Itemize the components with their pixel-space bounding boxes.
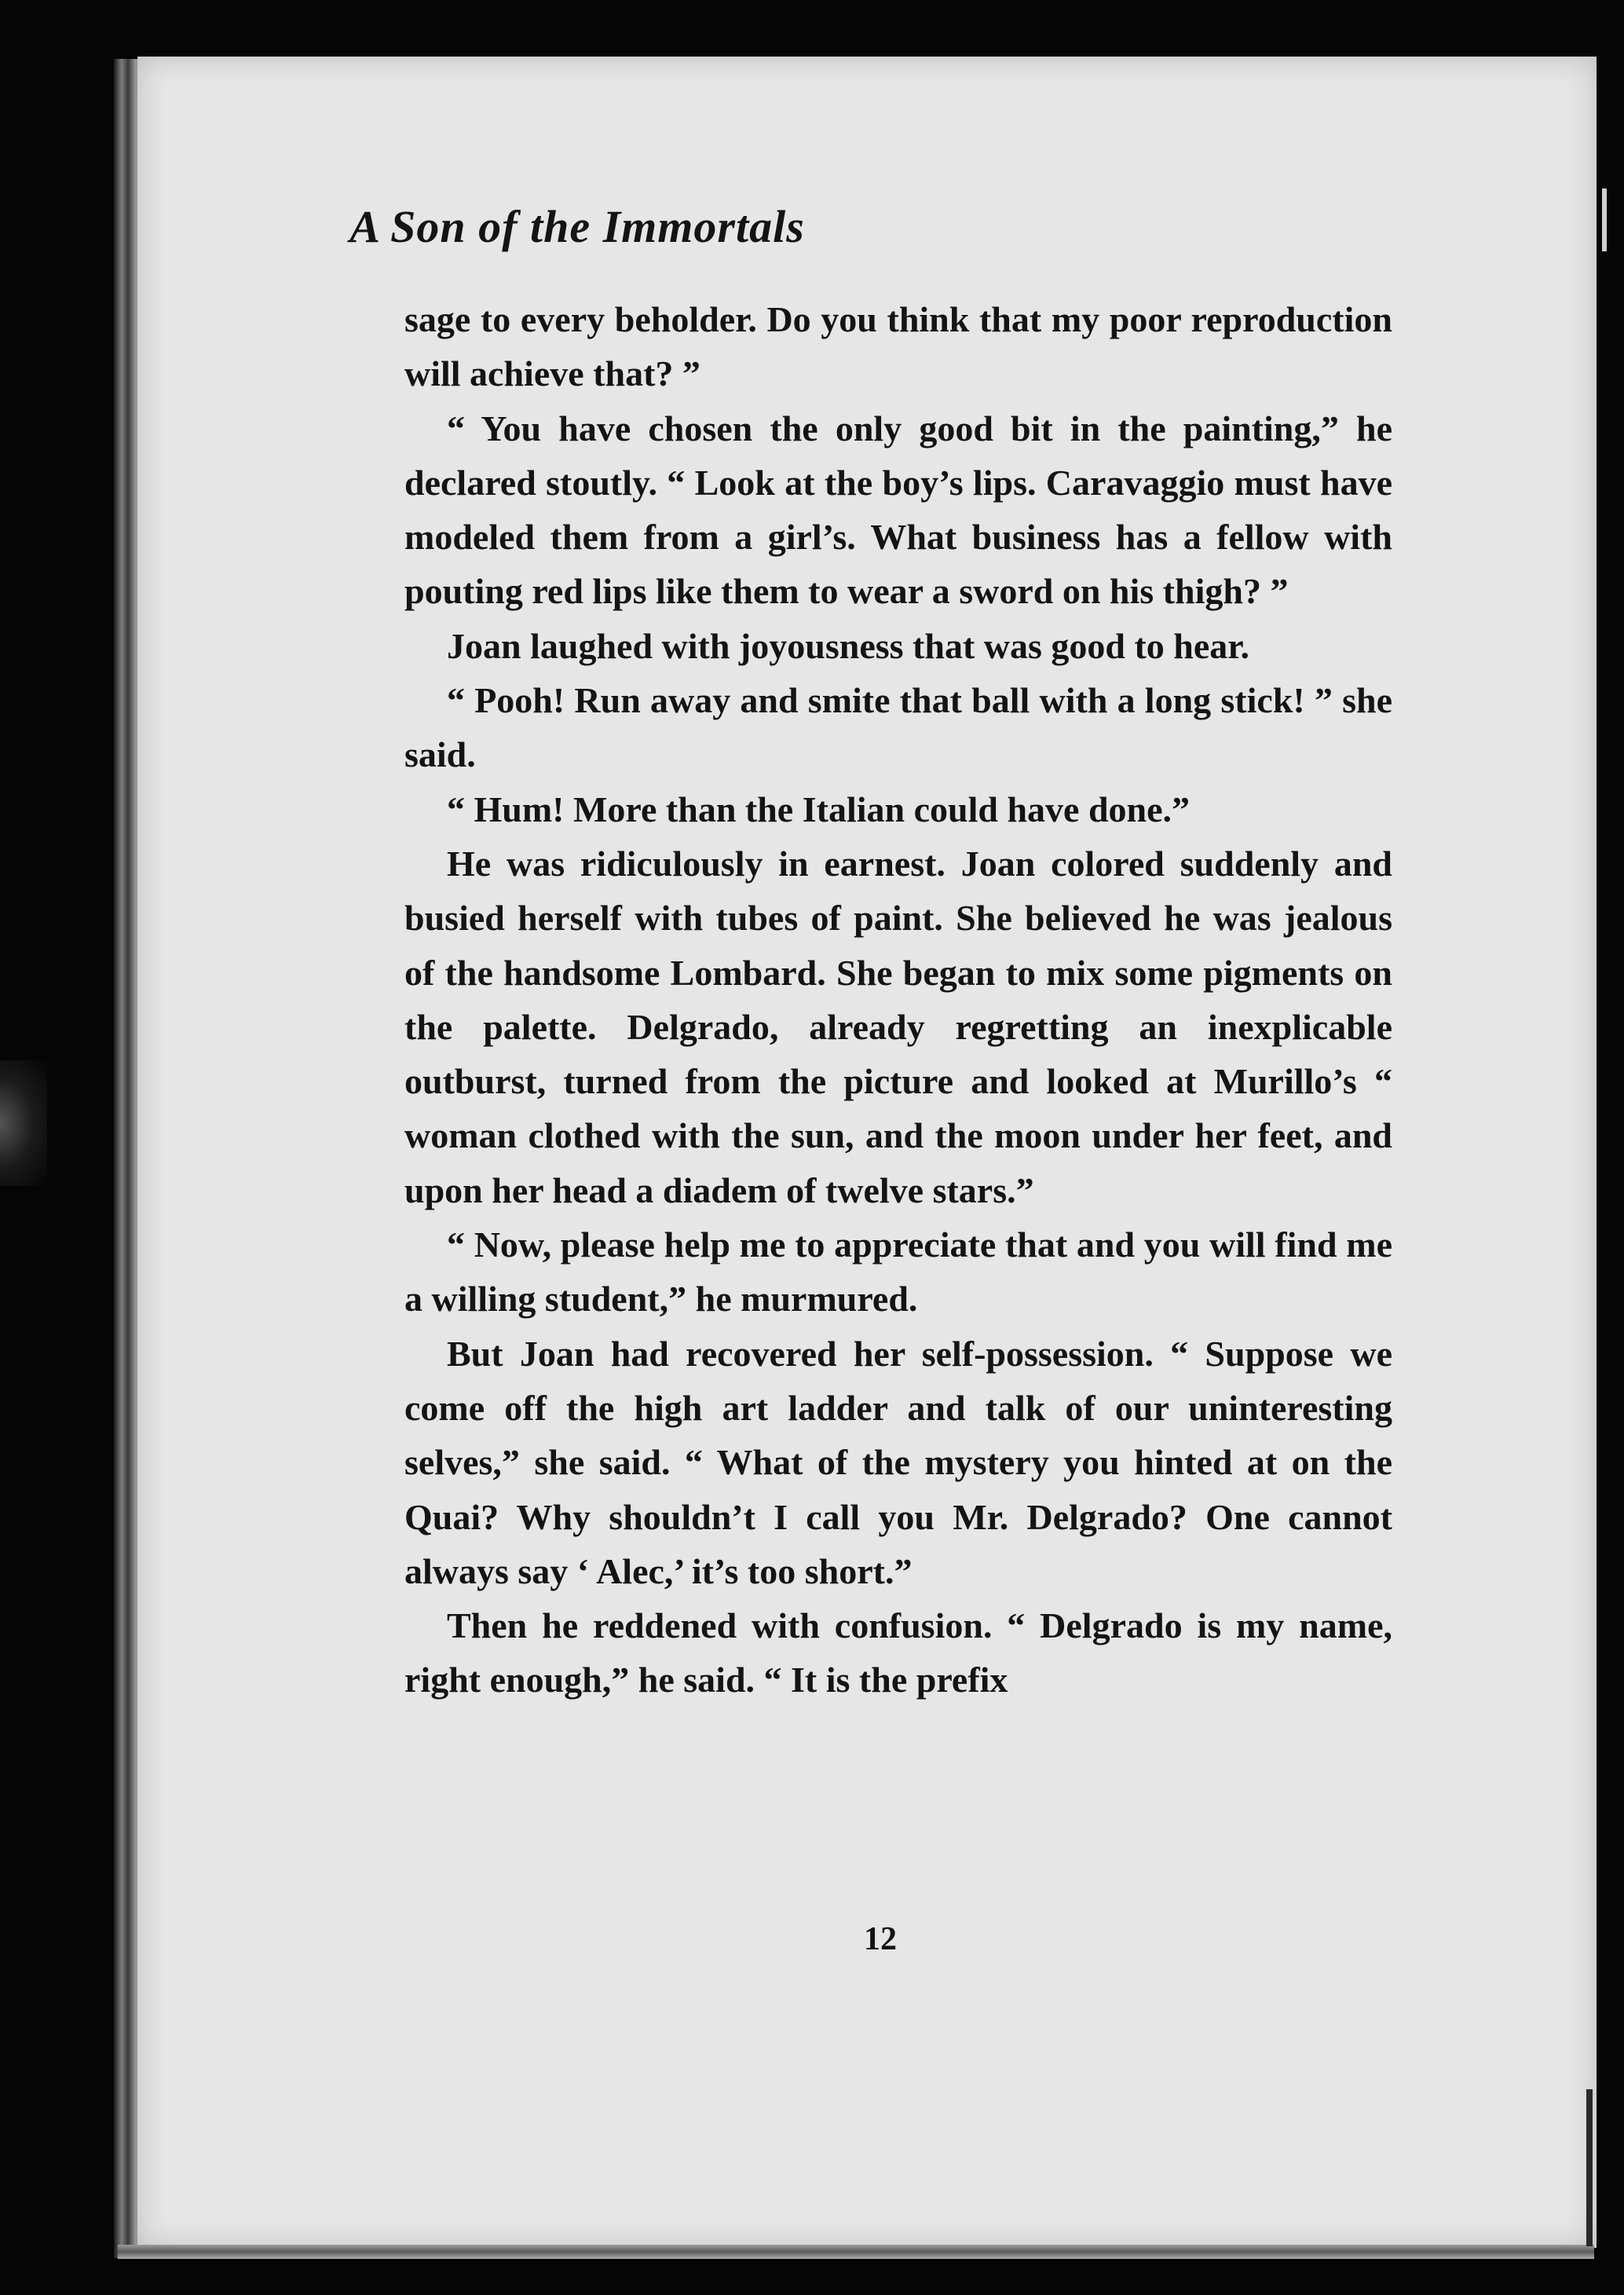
paragraph: But Joan had recovered her self-possession. “ Suppose we come off the high art ladder and talk of our uninteresting selves,” she said. “ What of the mystery you hinted at on the Quai? Why shouldn’t I call you Mr. Delgrado? One cannot always say ‘ Alec,’ it’s too short.” <box>404 1333 1392 1591</box>
paragraph: “ You have chosen the only good bit in the painting,” he declared stoutly. “ Look at the boy’s lips. Caravaggio must have modeled them from a girl’s. What business has a fellow with pouting red lips like them to wear a sword on his thigh? ” <box>404 408 1392 612</box>
paragraph: “ Hum! More than the Italian could have done.” <box>447 789 1191 829</box>
scan-mark <box>1602 189 1607 251</box>
scan-mark <box>1586 2089 1593 2246</box>
page-number: 12 <box>864 1921 897 1957</box>
running-title: A Son of the Immortals <box>349 201 805 252</box>
paragraph: “ Now, please help me to appreciate that and you will find me a willing student,” he murmured. <box>404 1224 1392 1320</box>
paragraph: Then he reddened with confusion. “ Delgrado is my name, right enough,” he said. “ It is the prefix <box>404 1605 1392 1700</box>
paragraph: Joan laughed with joyousness that was good to hear. <box>447 625 1249 666</box>
paragraph: He was ridiculously in earnest. Joan colored suddenly and busied herself with tubes of paint. She believed he was jealous of the handsome Lombard. She began to mix some pigments on the palette. Delgrado, already regretting an inexplicable outburst, turned from the picture and looked at Murillo’s “ woman clothed with the sun, and the moon under her feet, and upon her head a diadem of twelve stars.” <box>404 843 1392 1210</box>
paragraph: “ Pooh! Run away and smite that ball with a long stick! ” she said. <box>404 680 1392 775</box>
paragraph: sage to every beholder. Do you think that my poor reproduction will achieve that? ” <box>404 299 1392 394</box>
page-bottom-edge <box>118 2245 1594 2259</box>
page-body <box>404 292 1392 1708</box>
scan-smudge <box>0 1060 47 1186</box>
